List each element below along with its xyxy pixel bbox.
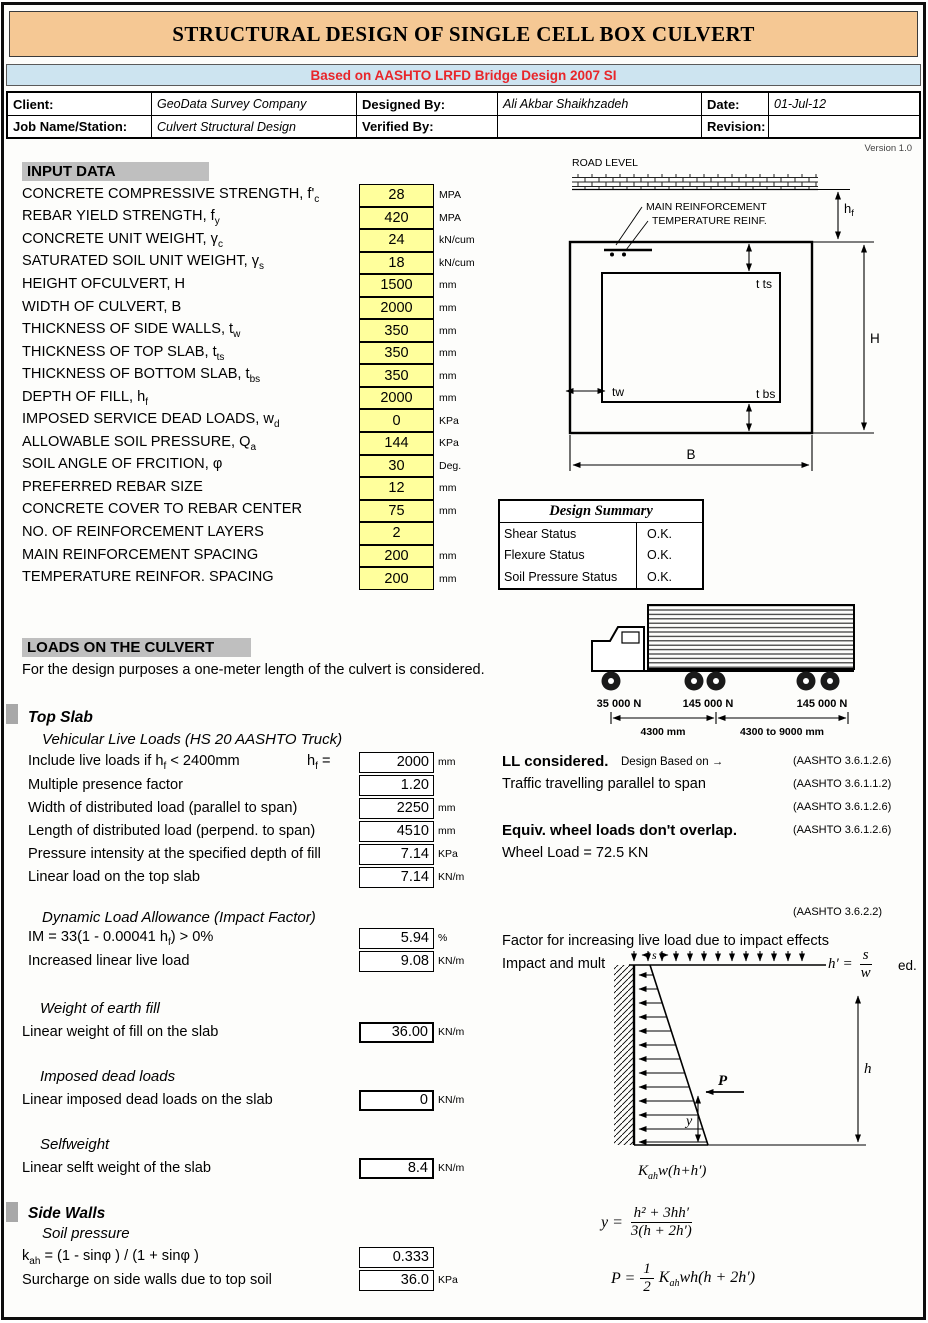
input-row <box>22 545 488 568</box>
input-value-cell[interactable]: 75 <box>359 500 434 523</box>
input-value-cell[interactable]: 350 <box>359 319 434 342</box>
hf-dimension-label: $h_f$ <box>844 201 854 219</box>
load-label: Length of distributed load (perpend. to span) <box>28 823 316 839</box>
y-formula: y = $\frac{\text{h² + 3hh′}}{3(h + 2h')}$ <box>601 1205 695 1241</box>
unit-label: mm <box>439 550 457 563</box>
load-label: Include live loads if $h_f < 2400mm$ <box>28 752 240 772</box>
designed-by-label: Designed By: <box>357 93 498 115</box>
input-data-rows <box>22 184 488 590</box>
section-marker <box>6 1202 18 1222</box>
road-level-label: ROAD LEVEL <box>572 157 638 169</box>
status-label: Flexure Status <box>500 545 637 567</box>
axle-spacing-1: 4300 mm <box>640 726 686 737</box>
date-label: Date: <box>702 93 769 115</box>
input-label: THICKNESS OF TOP SLAB, $t_{ts}$ <box>22 343 225 363</box>
input-row <box>22 184 488 207</box>
aashto-ref: (AASHTO 3.6.1.2.6) <box>793 824 892 836</box>
verified-by-label: Verified By: <box>357 116 498 137</box>
unit-label: mm <box>438 756 456 768</box>
input-value-cell[interactable]: 2000 <box>359 387 434 410</box>
input-value-cell[interactable]: 24 <box>359 229 434 252</box>
unit-label: kN/cum <box>439 256 475 269</box>
traffic-note: Traffic travelling parallel to span <box>502 776 706 792</box>
s-label: s <box>652 948 657 962</box>
value-cell[interactable]: 7.14 <box>359 844 434 865</box>
loads-heading: LOADS ON THE CULVERT <box>22 638 251 657</box>
unit-label: KN/m <box>438 871 465 883</box>
vehicular-live-loads-heading: Vehicular Live Loads (HS 20 AASHTO Truck) <box>42 731 343 748</box>
input-value-cell[interactable]: 2 <box>359 522 434 545</box>
top-slab-heading: Top Slab <box>28 709 93 726</box>
load-label: Increased linear live load <box>28 953 190 969</box>
input-value-cell[interactable]: 350 <box>359 364 434 387</box>
load-row <box>28 866 480 888</box>
cab-window <box>622 632 639 643</box>
unit-label: Deg. <box>439 459 462 472</box>
h-dimension-label: H <box>870 331 880 346</box>
input-row <box>22 342 488 365</box>
main-reinforcement-label: MAIN REINFORCEMENT <box>646 201 767 213</box>
tw-label: tw <box>612 385 624 399</box>
input-label: CONCRETE COVER TO REBAR CENTER <box>22 501 303 518</box>
unit-label: MPA <box>439 189 461 202</box>
surcharge-arrows <box>634 951 802 961</box>
input-row <box>22 229 488 252</box>
axle-load-2: 145 000 N <box>682 698 734 710</box>
input-label: SATURATED SOIL UNIT WEIGHT, $\gamma_s$ <box>22 253 265 273</box>
load-label: Surcharge on side walls due to top soil <box>22 1272 272 1288</box>
input-label: IMPOSED SERVICE DEAD LOADS, $w_d$ <box>22 411 280 431</box>
designed-by-value[interactable]: Ali Akbar Shaikhzadeh <box>498 93 702 115</box>
road-hatch <box>572 174 818 189</box>
calculation-sheet <box>1 2 926 1320</box>
load-row <box>22 1269 480 1291</box>
soil-pressure-heading: Soil pressure <box>42 1225 130 1242</box>
input-row <box>22 297 488 320</box>
load-row <box>28 927 480 949</box>
equiv-wheel-note: Equiv. wheel loads don't overlap. <box>502 822 737 839</box>
input-row <box>22 387 488 410</box>
unit-label: mm <box>439 572 457 585</box>
load-row <box>28 950 480 972</box>
unit-label: KPa <box>438 1274 458 1286</box>
wheel-load-note: Wheel Load = 72.5 KN <box>502 845 649 861</box>
lateral-pressure-arrows <box>639 975 707 1142</box>
input-row <box>22 252 488 275</box>
input-value-cell[interactable]: 2000 <box>359 297 434 320</box>
axle-load-1: 35 000 N <box>596 698 642 710</box>
revision-label: Revision: <box>702 116 769 137</box>
pressure-base-label: $K_{ah}w(h+h')$ <box>638 1163 707 1182</box>
input-row <box>22 274 488 297</box>
input-label: CONCRETE COMPRESSIVE STRENGTH, $f'_c$ <box>22 185 320 205</box>
client-label: Client: <box>8 93 152 115</box>
aashto-ref: (AASHTO 3.6.2.2) <box>793 906 883 918</box>
input-value-cell[interactable]: 18 <box>359 252 434 275</box>
load-row <box>28 843 480 865</box>
axle-spacing-2: 4300 to 9000 mm <box>739 726 825 737</box>
value-cell[interactable]: 5.94 <box>359 928 434 949</box>
value-cell[interactable]: 7.14 <box>359 867 434 888</box>
load-label: IM = 33(1 - 0.00041 $h_f) > 0\%$ <box>28 928 214 948</box>
unit-label: mm <box>438 825 456 837</box>
axle-load-labels <box>597 698 848 710</box>
t-bs-label: t bs <box>756 387 776 401</box>
impact-note: Impact and mult <box>502 956 606 972</box>
load-label: $k_{ah} = (1 - \sin\varphi$ ) / (1 + sinφ ) <box>22 1247 199 1267</box>
project-info-row <box>8 115 919 137</box>
project-info-row <box>8 93 919 115</box>
value-cell[interactable]: 36.0 <box>359 1270 434 1291</box>
unit-label: % <box>438 932 448 944</box>
truck-diagram <box>582 599 874 737</box>
status-label: Shear Status <box>500 523 637 545</box>
status-label: Soil Pressure Status <box>500 566 637 588</box>
revision-value[interactable] <box>769 116 919 137</box>
load-label: Multiple presence factor <box>28 777 183 793</box>
value-cell[interactable]: 8.4 <box>359 1158 434 1179</box>
selfweight-heading: Selfweight <box>40 1136 110 1153</box>
dynamic-load-heading: Dynamic Load Allowance (Impact Factor) <box>42 909 316 926</box>
section-marker <box>6 704 18 724</box>
input-row <box>22 432 488 455</box>
h-label: h <box>864 1061 872 1077</box>
input-label: MAIN REINFORCEMENT SPACING <box>22 546 259 563</box>
unit-label: KN/m <box>438 1162 465 1174</box>
ll-considered-note: LL considered. <box>502 753 609 770</box>
unit-label: mm <box>439 392 457 405</box>
design-based-on-note: Design Based on → <box>621 756 724 768</box>
wall-hatch <box>614 965 634 1145</box>
fraction: $\frac{s}{w}$ <box>860 947 871 982</box>
loads-intro: For the design purposes a one-meter length of the culvert is considered. <box>22 662 485 678</box>
imposed-loads-heading: Imposed dead loads <box>40 1068 176 1085</box>
axle-load-3: 145 000 N <box>796 698 848 710</box>
fraction: $\frac{1}{2}$ <box>640 1261 654 1297</box>
input-label: TEMPERATURE REINFOR. SPACING <box>22 569 274 586</box>
job-name-label: Job Name/Station: <box>8 116 152 137</box>
unit-label: KPa <box>439 414 459 427</box>
input-row <box>22 364 488 387</box>
input-value-cell[interactable]: 144 <box>359 432 434 455</box>
status-value: O.K. <box>647 569 673 584</box>
h-prime-formula: h′ = $\frac{s}{w}$ <box>828 947 874 983</box>
design-summary-row <box>500 523 702 545</box>
project-info-table <box>6 91 921 139</box>
load-label: Linear selft weight of the slab <box>22 1160 212 1176</box>
input-row <box>22 522 488 545</box>
load-label: Linear load on the top slab <box>28 869 201 885</box>
input-value-cell[interactable]: 200 <box>359 545 434 568</box>
input-label: NO. OF REINFORCEMENT LAYERS <box>22 524 264 541</box>
value-cell[interactable]: 36.00 <box>359 1022 434 1043</box>
input-row <box>22 207 488 230</box>
load-label: Linear weight of fill on the slab <box>22 1024 219 1040</box>
temperature-reinf-label: TEMPERATURE REINF. <box>652 215 767 227</box>
load-row <box>28 751 480 773</box>
unit-label: MPA <box>439 211 461 224</box>
unit-label: KN/m <box>438 1026 465 1038</box>
client-value[interactable]: GeoData Survey Company <box>152 93 357 115</box>
input-data-heading: INPUT DATA <box>22 162 209 181</box>
load-row <box>22 1157 480 1179</box>
s-spacing-annotation <box>642 948 668 962</box>
load-row <box>22 1246 480 1268</box>
load-label: Linear imposed dead loads on the slab <box>22 1092 273 1108</box>
culvert-diagram <box>560 153 926 475</box>
load-row <box>22 1089 480 1111</box>
reinforcement-leader-lines <box>616 207 648 250</box>
p-formula: P = $\frac{1}{2}$ $K_{ah}wh(h + 2h')$ <box>611 1261 756 1296</box>
input-value-cell[interactable]: 30 <box>359 455 434 478</box>
b-dimension-label: B <box>686 447 696 462</box>
subtitle-banner: Based on AASHTO LRFD Bridge Design 2007 SI <box>6 64 921 86</box>
input-label: DEPTH OF FILL, $h_f$ <box>22 388 149 408</box>
side-walls-heading: Side Walls <box>28 1205 106 1222</box>
unit-label: KPa <box>438 848 458 860</box>
load-row <box>28 797 480 819</box>
design-summary-title: Design Summary <box>500 501 702 523</box>
load-row <box>28 820 480 842</box>
status-value: O.K. <box>647 548 673 563</box>
input-label: THICKNESS OF SIDE WALLS, $t_w$ <box>22 321 241 340</box>
input-row <box>22 567 488 590</box>
input-row <box>22 455 488 478</box>
design-summary-table <box>498 499 704 590</box>
unit-label: mm <box>439 279 457 292</box>
unit-label: mm <box>439 504 457 517</box>
unit-label: mm <box>439 369 457 382</box>
earth-fill-heading: Weight of earth fill <box>40 1000 160 1017</box>
value-cell[interactable]: 0.333 <box>359 1247 434 1268</box>
page-title: STRUCTURAL DESIGN OF SINGLE CELL BOX CULVERT <box>9 11 918 57</box>
unit-label: mm <box>439 324 457 337</box>
job-name-value[interactable]: Culvert Structural Design <box>152 116 357 137</box>
status-value: O.K. <box>647 526 673 541</box>
fraction: $\frac{\text{h² + 3hh′}}{3(h + 2h')}$ <box>630 1205 692 1240</box>
input-row <box>22 477 488 500</box>
unit-label: mm <box>438 802 456 814</box>
input-row <box>22 319 488 342</box>
unit-label: KN/m <box>438 1094 465 1106</box>
pressure-envelope-line <box>650 965 708 1145</box>
aashto-ref: (AASHTO 3.6.1.2.6) <box>793 755 892 767</box>
axle-dimension-lines <box>611 712 848 724</box>
p-label: P <box>718 1073 728 1089</box>
value-cell[interactable]: 2000 <box>359 752 434 773</box>
load-row <box>28 774 480 796</box>
input-label: SOIL ANGLE OF FRCITION, φ <box>22 456 223 473</box>
design-summary-row <box>500 545 702 567</box>
culvert-outer-wall <box>570 242 812 433</box>
unit-label: KN/m <box>438 955 465 967</box>
input-row <box>22 500 488 523</box>
unit-label: mm <box>439 482 457 495</box>
input-label: HEIGHT OFCULVERT, H <box>22 276 185 292</box>
hf-equals-label: $h_f$ = <box>307 752 331 772</box>
input-value-cell[interactable]: 350 <box>359 342 434 365</box>
aashto-ref: (AASHTO 3.6.1.1.2) <box>793 778 892 790</box>
input-value-cell[interactable]: 200 <box>359 567 434 590</box>
design-summary-row <box>500 566 702 588</box>
value-cell[interactable]: 4510 <box>359 821 434 842</box>
culvert-inner-opening <box>602 273 780 402</box>
truck-wheels <box>602 672 840 691</box>
unit-label: kN/cum <box>439 234 475 247</box>
input-label: PREFERRED REBAR SIZE <box>22 478 203 495</box>
rebar-dot <box>622 253 626 257</box>
unit-label: KPa <box>439 437 459 450</box>
value-cell[interactable]: 0 <box>359 1090 434 1111</box>
input-label: ALLOWABLE SOIL PRESSURE, $Q_a$ <box>22 433 257 453</box>
input-value-cell[interactable]: 1500 <box>359 274 434 297</box>
dimension-lines <box>566 190 874 472</box>
impact-note-end: ed. <box>898 958 917 973</box>
value-cell[interactable]: 1.20 <box>359 775 434 796</box>
load-row <box>22 1021 480 1043</box>
date-value[interactable]: 01-Jul-12 <box>774 97 827 111</box>
version-label: Version 1.0 <box>864 143 912 154</box>
verified-by-value[interactable] <box>498 116 702 137</box>
input-label: CONCRETE UNIT WEIGHT, $\gamma_c$ <box>22 230 223 250</box>
rebar-dot <box>610 253 614 257</box>
input-row <box>22 409 488 432</box>
axle-dimension-labels <box>641 726 825 737</box>
load-label: Pressure intensity at the specified depth of fill <box>28 846 321 862</box>
value-cell[interactable]: 2250 <box>359 798 434 819</box>
y-label: y <box>686 1114 693 1129</box>
input-label: REBAR YIELD STRENGTH, $f_y$ <box>22 208 220 228</box>
input-label: WIDTH OF CULVERT, B <box>22 298 182 315</box>
truck-trailer <box>648 605 854 669</box>
unit-label: mm <box>439 302 457 314</box>
input-value-cell[interactable]: 12 <box>359 477 434 500</box>
value-cell[interactable]: 9.08 <box>359 951 434 972</box>
input-value-cell[interactable]: 420 <box>359 207 434 230</box>
input-label: THICKNESS OF BOTTOM SLAB, $t_{bs}$ <box>22 366 261 386</box>
unit-label: mm <box>439 347 457 360</box>
aashto-ref: (AASHTO 3.6.1.2.6) <box>793 801 892 813</box>
t-ts-label: t ts <box>756 277 773 291</box>
impact-factor-note: Factor for increasing live load due to impact effects <box>502 933 829 949</box>
input-value-cell[interactable]: 28 <box>359 184 434 207</box>
input-value-cell[interactable]: 0 <box>359 409 434 432</box>
load-label: Width of distributed load (parallel to span) <box>28 800 298 816</box>
